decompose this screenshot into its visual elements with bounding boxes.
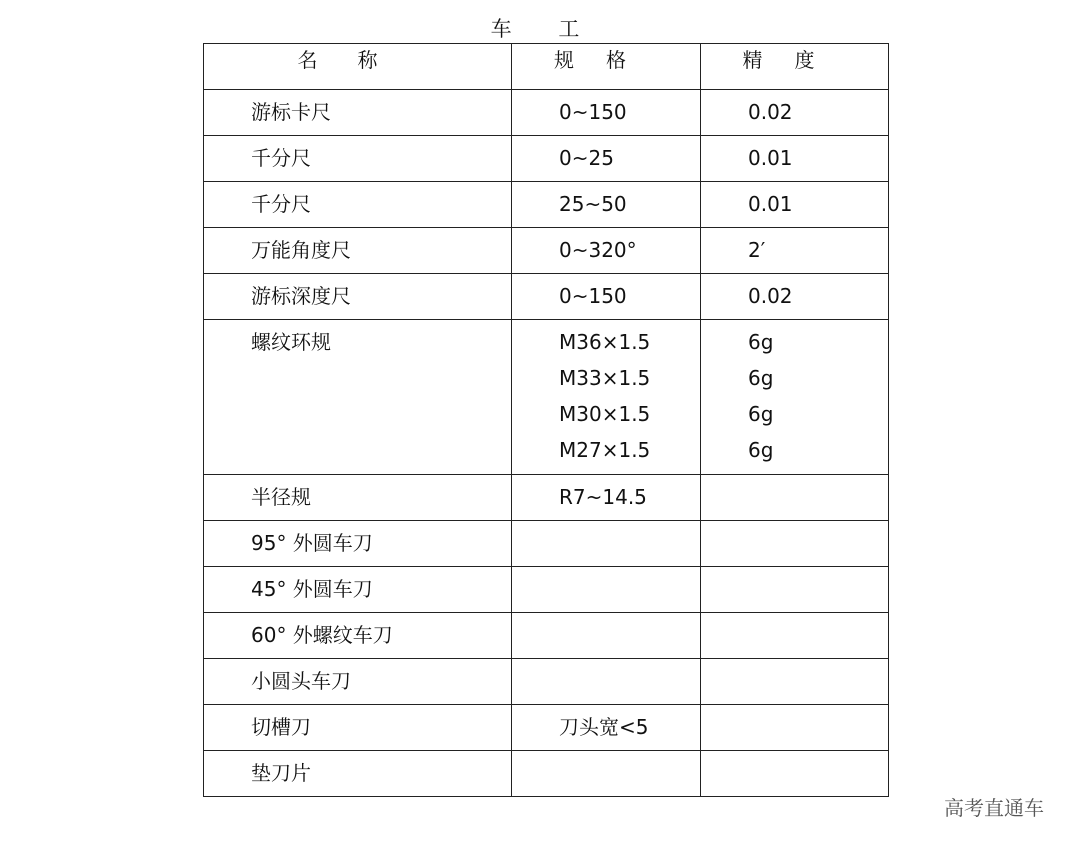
header-spec: 规格 [512, 44, 701, 90]
tool-precision [701, 705, 888, 715]
tool-precision: 6g [748, 438, 774, 462]
table-row [204, 228, 889, 274]
header-precision: 精度 [701, 44, 889, 90]
table-row [204, 475, 889, 521]
header-name: 名称 [204, 44, 512, 90]
tool-spec: M33×1.5 [559, 366, 651, 390]
table-row [204, 320, 889, 475]
tool-name: 游标深度尺 [251, 284, 351, 308]
tool-spec [512, 613, 700, 623]
tool-precision: 6g [748, 330, 774, 354]
tool-spec: M30×1.5 [559, 402, 651, 426]
tool-name: 95° 外圆车刀 [251, 531, 373, 555]
table-row [204, 90, 889, 136]
tool-precision [701, 751, 888, 761]
tool-spec: 0~150 [559, 284, 627, 308]
tool-name: 万能角度尺 [251, 238, 351, 262]
tool-spec: 0~150 [559, 100, 627, 124]
page-title: 车 工 [490, 17, 600, 41]
table-row [204, 659, 889, 705]
tool-precision [701, 475, 888, 485]
tool-precision: 0.02 [748, 284, 793, 308]
tool-precision-list [701, 320, 888, 474]
watermark: 高考直通车 [944, 796, 1044, 820]
tool-precision [701, 659, 888, 669]
tool-spec [512, 659, 700, 669]
tool-spec-list [512, 320, 700, 474]
tool-name: 切槽刀 [251, 715, 311, 739]
tool-name: 游标卡尺 [251, 100, 331, 124]
tool-precision [701, 613, 888, 623]
tool-spec: R7~14.5 [559, 485, 647, 509]
tool-name: 千分尺 [251, 192, 311, 216]
table-row [204, 521, 889, 567]
tool-name: 螺纹环规 [251, 330, 331, 354]
tool-name: 千分尺 [251, 146, 311, 170]
tool-name: 半径规 [251, 485, 311, 509]
tool-precision: 2′ [748, 238, 766, 262]
tool-name: 小圆头车刀 [251, 669, 351, 693]
table-header-row [204, 44, 889, 90]
tool-name: 垫刀片 [251, 761, 311, 785]
table-row [204, 136, 889, 182]
tool-spec: 25~50 [559, 192, 627, 216]
tool-spec [512, 751, 700, 761]
tool-spec: 0~320° [559, 238, 637, 262]
tool-spec: 刀头宽<5 [559, 715, 649, 739]
tool-precision: 6g [748, 366, 774, 390]
table-row [204, 613, 889, 659]
tool-spec [512, 521, 700, 531]
tools-table [203, 43, 889, 797]
table-row [204, 274, 889, 320]
table-row [204, 182, 889, 228]
tool-precision [701, 521, 888, 531]
tool-precision [701, 567, 888, 577]
tool-spec: M27×1.5 [559, 438, 651, 462]
tool-name: 60° 外螺纹车刀 [251, 623, 393, 647]
table-row [204, 567, 889, 613]
tool-precision: 0.01 [748, 146, 793, 170]
tool-precision: 0.01 [748, 192, 793, 216]
tool-precision: 0.02 [748, 100, 793, 124]
tool-spec: M36×1.5 [559, 330, 651, 354]
tool-spec: 0~25 [559, 146, 614, 170]
tool-precision: 6g [748, 402, 774, 426]
table-row [204, 705, 889, 751]
tool-spec [512, 567, 700, 577]
tool-name: 45° 外圆车刀 [251, 577, 373, 601]
table-row [204, 751, 889, 797]
